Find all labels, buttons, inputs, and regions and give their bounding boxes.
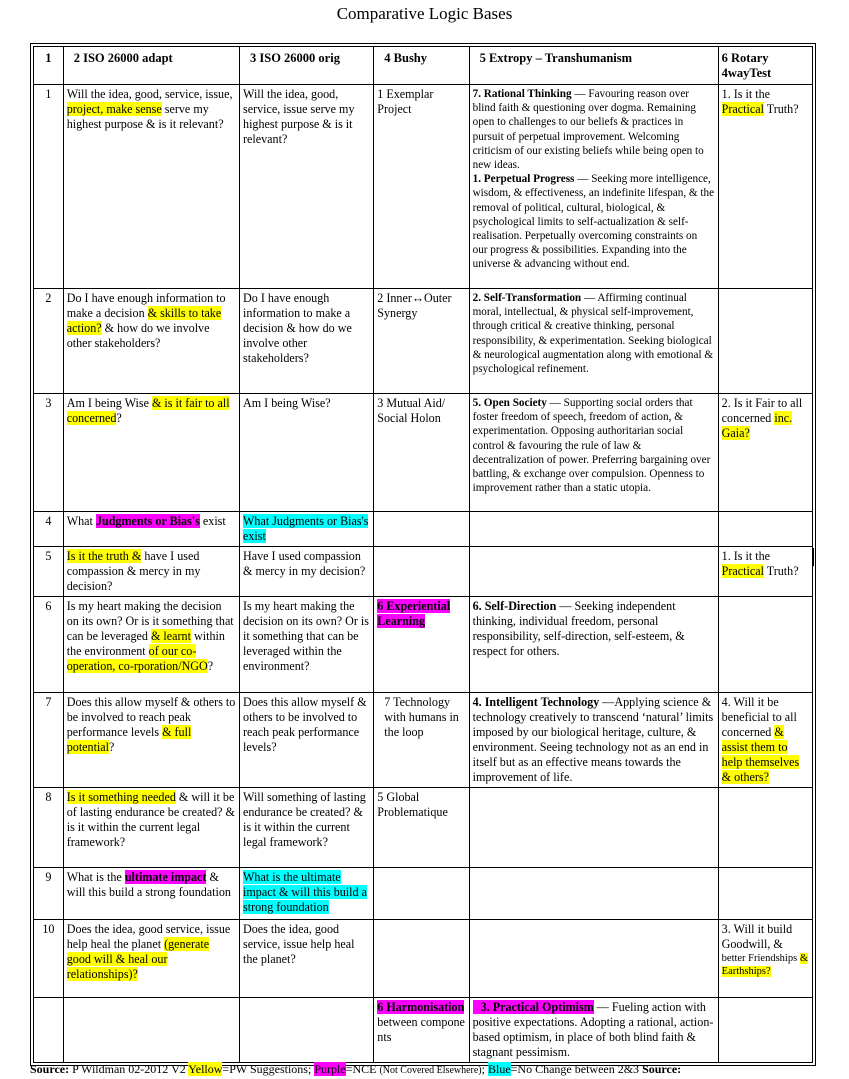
bushy-cell: 6 Harmonisation between components	[374, 998, 469, 1063]
footer-legend: Source: P Wildman 02-2012 V2 Yellow=PW Suggestions; Purple=NCE (Not Covered Elsewhere); Blue=No Change between 2&3 Source:	[30, 1062, 682, 1076]
table-row	[34, 868, 813, 920]
rotary-cell: 2. Is it Fair to all concerned inc. Gaia?	[718, 394, 812, 512]
rotary-cell	[718, 998, 812, 1063]
highlight-yellow: & full potential	[66, 725, 192, 754]
header-num: 1	[34, 47, 64, 85]
extropy-heading: 1. Perpetual Progress	[472, 173, 575, 186]
highlight-yellow: inc. Gaia?	[721, 411, 793, 440]
highlight-yellow: Is it something needed	[66, 790, 176, 804]
highlight-purple: 6 Experiential Learning	[377, 599, 451, 628]
extropy-heading: 7. Rational Thinking	[472, 88, 572, 100]
rotary-cell	[718, 868, 812, 920]
bushy-cell: 7 Technology with humans in the loop	[374, 693, 469, 788]
iso-orig-cell: Will the idea, good, service, issue serve my highest purpose & is it relevant?	[240, 85, 374, 289]
row-number	[34, 998, 64, 1063]
table-row	[34, 394, 813, 512]
rotary-cell	[718, 289, 812, 394]
extropy-cell: 6. Self-Direction — Seeking independent thinking, individual freedom, personal responsibility, self-direction, self-esteem, & respect for others.	[469, 597, 718, 693]
iso-adapt-cell	[63, 998, 239, 1063]
extropy-heading: 5. Open Society	[472, 397, 547, 409]
highlight-yellow: & is it fair to all concerned	[66, 396, 230, 425]
rotary-cell	[718, 597, 812, 693]
bushy-cell: 5 Global Problematique	[374, 788, 469, 868]
iso-adapt-cell: Is it something needed & will it be of lasting endurance be created? & is it within the current legal framework?	[63, 788, 239, 868]
highlight-purple: 6 Harmonisation	[377, 1000, 465, 1014]
bushy-cell	[374, 920, 469, 998]
rotary-cell: 1. Is it the Practical Truth?	[718, 85, 812, 289]
table-row	[34, 547, 813, 597]
iso-adapt-cell: Is it the truth & have I used compassion & mercy in my decision?	[63, 547, 239, 597]
iso-orig-cell: Is my heart making the decision on its own? Or is it something that can be leveraged within the environment?	[240, 597, 374, 693]
header-rotary: 6 Rotary 4wayTest	[718, 47, 812, 85]
extropy-cell: 3. Practical Optimism — Fueling action with positive expectations. Adopting a rational, action-based optimism, in place of both blind faith & stagnant pessimism.	[469, 998, 718, 1063]
row-number: 10	[34, 920, 64, 998]
iso-orig-cell	[240, 512, 374, 547]
rotary-cell: 1. Is it the Practical Truth?	[718, 547, 812, 597]
highlight-yellow: & assist them to help themselves & others?	[721, 725, 800, 784]
highlight-yellow: Is it the truth &	[66, 549, 142, 563]
table-row	[34, 998, 813, 1063]
iso-orig-cell	[240, 998, 374, 1063]
bushy-cell	[374, 597, 469, 693]
extropy-cell: 2. Self-Transformation — Affirming continual moral, intellectual, & physical self-improvement, through critical & creative thinking, personal responsibility, & experimentation. Seeking biological & neurological augmentation along with emotional & psychological refinement.	[469, 289, 718, 394]
highlight-yellow: of our co-operation, co-rporation/NGO	[66, 644, 208, 673]
iso-orig-cell	[240, 868, 374, 920]
iso-orig-cell: Have I used compassion & mercy in my decision?	[240, 547, 374, 597]
rotary-cell	[718, 788, 812, 868]
highlight-yellow: & Earthships?	[721, 953, 808, 977]
highlight-yellow: (generate good will & heal our relationships)?	[66, 937, 210, 981]
row-number: 8	[34, 788, 64, 868]
highlight-purple: 3. Practical Optimism	[473, 1000, 594, 1014]
iso-adapt-cell: Does the idea, good service, issue help heal the planet (generate good will & heal our relationships)?	[63, 920, 239, 998]
iso-adapt-cell: Does this allow myself & others to be involved to reach peak performance levels & full potential?	[63, 693, 239, 788]
highlight-yellow: project, make sense	[66, 102, 162, 116]
row-number: 5	[34, 547, 64, 597]
table-row	[34, 597, 813, 693]
iso-adapt-cell: What Judgments or Bias's exist	[63, 512, 239, 547]
extropy-cell: 5. Open Society — Supporting social orders that foster freedom of speech, freedom of action, & experimentation. Opposing authoritarian social control & favouring the rule of law & decentralization of power. Preferring bargaining over battling, & exchange over compulsion. Openness to improvement rather than a static utopia.	[469, 394, 718, 512]
highlight-yellow: & learnt	[151, 629, 191, 643]
row-number: 1	[34, 85, 64, 289]
extropy-heading: 4. Intelligent Technology	[472, 695, 600, 709]
legend-yellow: Yellow	[188, 1062, 223, 1076]
row-number: 2	[34, 289, 64, 394]
table-row	[34, 788, 813, 868]
header-extropy: 5 Extropy – Transhumanism	[469, 47, 718, 85]
table-row	[34, 920, 813, 998]
extropy-cell: 7. Rational Thinking — Favouring reason over blind faith & questioning over dogma. Remaining open to challenges to our beliefs & practices in pursuit of perpetual improvement. Welcoming criticism of our existing beliefs while being open to new ideas. 1. Perpetual Progress — Seeking more intelligence, wisdom, & effectiveness, an indefinite lifespan, & the removal of political, cultural, biological, & psychological limits to self-actualization & self-realisation. Perpetually overcoming constraints on our progress & possibilities. Expanding into the universe & advancing without end.	[469, 85, 718, 289]
rotary-cell: 4. Will it be beneficial to all concerned & assist them to help themselves & others?	[718, 693, 812, 788]
highlight-yellow: & skills to take action?	[66, 306, 222, 335]
highlight-yellow: Practical	[721, 102, 764, 116]
extropy-heading: 2. Self-Transformation	[472, 292, 582, 304]
header-row	[34, 47, 813, 85]
rotary-cell: 3. Will it build Goodwill, & better Friendships & Earthships?	[718, 920, 812, 998]
legend-blue: Blue	[487, 1062, 511, 1076]
iso-adapt-cell: Is my heart making the decision on its own? Or is it something that can be leveraged & learnt within the environment of our co-operation, co-rporation/NGO?	[63, 597, 239, 693]
extropy-cell	[469, 788, 718, 868]
row-number: 9	[34, 868, 64, 920]
highlight-purple: ultimate impact	[124, 870, 207, 884]
extropy-cell	[469, 920, 718, 998]
header-iso-orig: 3 ISO 26000 orig	[240, 47, 374, 85]
page-title: Comparative Logic Bases	[336, 4, 513, 23]
iso-orig-cell: Does the idea, good service, issue help heal the planet?	[240, 920, 374, 998]
comparison-table	[33, 46, 813, 1063]
table-row	[34, 512, 813, 547]
extropy-cell	[469, 547, 718, 597]
highlight-blue: What Judgments or Bias's exist	[243, 514, 369, 543]
table-row	[34, 693, 813, 788]
iso-adapt-cell: Do I have enough information to make a decision & skills to take action? & how do we involve other stakeholders?	[63, 289, 239, 394]
iso-adapt-cell: Am I being Wise & is it fair to all concerned?	[63, 394, 239, 512]
row-number: 6	[34, 597, 64, 693]
bushy-cell	[374, 547, 469, 597]
highlight-blue: What is the ultimate impact & will this build a strong foundation	[243, 870, 367, 914]
row-number: 4	[34, 512, 64, 547]
page-edge-mark	[812, 548, 814, 566]
extropy-cell	[469, 868, 718, 920]
iso-adapt-cell: Will the idea, good, service, issue, project, make sense serve my highest purpose & is it relevant?	[63, 85, 239, 289]
bushy-cell	[374, 512, 469, 547]
row-number: 3	[34, 394, 64, 512]
iso-orig-cell: Am I being Wise?	[240, 394, 374, 512]
table-row	[34, 289, 813, 394]
legend-purple: Purple	[314, 1062, 346, 1076]
extropy-cell: 4. Intelligent Technology —Applying science & technology creatively to transcend ‘natural’ limits imposed by our biological heritage, culture, & environment. Seeing technology not as an end in itself but as an effective means towards the improvement of life.	[469, 693, 718, 788]
header-bushy: 4 Bushy	[374, 47, 469, 85]
iso-orig-cell: Do I have enough information to make a decision & how do we involve other stakeholders?	[240, 289, 374, 394]
bushy-cell: 1 Exemplar Project	[374, 85, 469, 289]
bushy-cell: 3 Mutual Aid/ Social Holon	[374, 394, 469, 512]
iso-orig-cell: Will something of lasting endurance be created? & is it within the current legal framework?	[240, 788, 374, 868]
bushy-cell: 2 Inner↔Outer Synergy	[374, 289, 469, 394]
extropy-heading: 6. Self-Direction	[472, 599, 557, 613]
iso-orig-cell: Does this allow myself & others to be involved to reach peak performance levels?	[240, 693, 374, 788]
header-iso-adapt: 2 ISO 26000 adapt	[63, 47, 239, 85]
extropy-cell	[469, 512, 718, 547]
highlight-purple: Judgments or Bias's	[95, 514, 200, 528]
highlight-yellow: Practical	[721, 564, 764, 578]
rotary-cell	[718, 512, 812, 547]
table-row	[34, 85, 813, 289]
iso-adapt-cell: What is the ultimate impact & will this build a strong foundation	[63, 868, 239, 920]
bushy-cell	[374, 868, 469, 920]
row-number: 7	[34, 693, 64, 788]
